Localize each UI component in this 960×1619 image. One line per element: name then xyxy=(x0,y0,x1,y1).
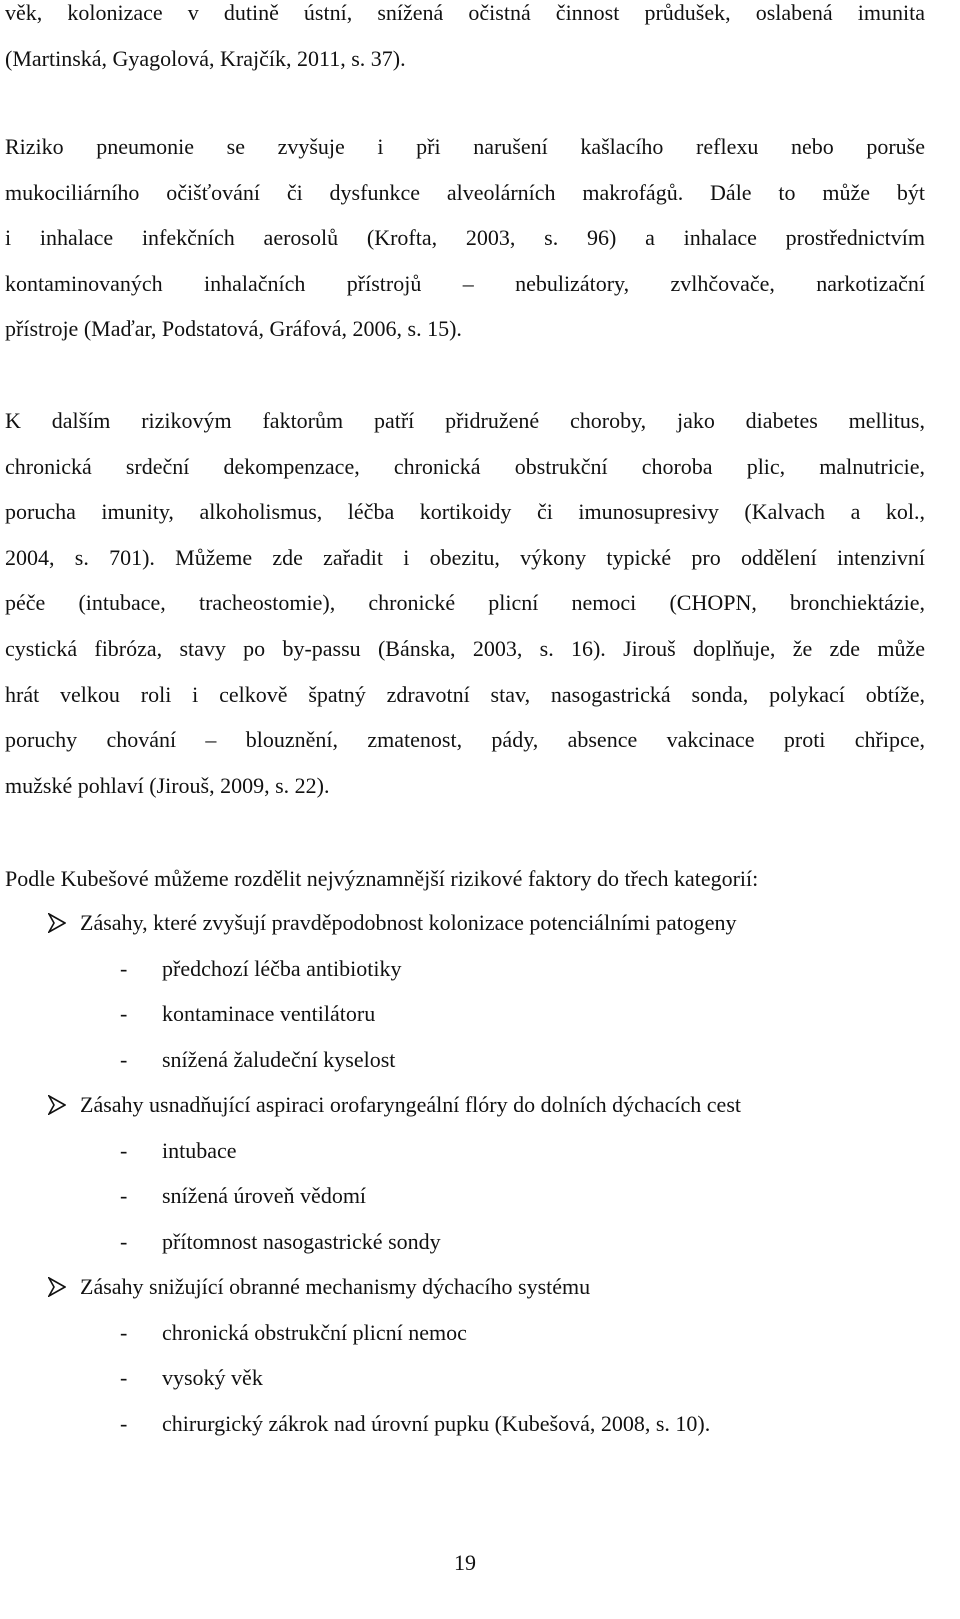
text-line: poruchy chování – blouznění, zmatenost, pády, absence vakcinace proti chřipce, xyxy=(5,727,925,753)
dash-marker: - xyxy=(120,1138,128,1163)
text-line: porucha imunity, alkoholismus, léčba kortikoidy či imunosupresivy (Kalvach a kol., xyxy=(5,499,925,525)
page-number: 19 xyxy=(454,1550,476,1575)
text-line: 2004, s. 701). Můžeme zde zařadit i obezitu, výkony typické pro oddělení intenzivní xyxy=(5,544,925,570)
list-item: - předchozí léčba antibiotiky xyxy=(120,946,401,992)
dash-marker: - xyxy=(120,1365,128,1390)
text-line: mukociliárního očišťování či dysfunkce alveolárních makrofágů. Dále to může být xyxy=(5,179,925,205)
category-title: Zásahy, které zvyšují pravděpodobnost kolonizace potenciálními patogeny xyxy=(80,910,737,935)
text-line: mužské pohlaví (Jirouš, 2009, s. 22). xyxy=(5,772,330,798)
paragraph-2 xyxy=(5,124,925,352)
text-line: i inhalace infekčních aerosolů (Krofta, 2003, s. 96) a inhalace prostřednictvím xyxy=(5,225,925,251)
paragraph-3 xyxy=(5,398,925,808)
arrowhead-bullet-icon xyxy=(48,1095,66,1115)
category-title: Zásahy usnadňující aspiraci orofaryngeální flóry do dolních dýchacích cest xyxy=(80,1092,741,1117)
list-item: - chirurgický zákrok nad úrovní pupku (Kubešová, 2008, s. 10). xyxy=(120,1401,710,1447)
list-item: - snížená žaludeční kyselost xyxy=(120,1037,395,1083)
text-line: hrát velkou roli i celkově špatný zdravotní stav, nasogastrická sonda, polykací obtíže, xyxy=(5,681,925,707)
dash-marker: - xyxy=(120,1320,128,1345)
dash-marker: - xyxy=(120,1183,128,1208)
text-line: přístroje (Maďar, Podstatová, Gráfová, 2006, s. 15). xyxy=(5,316,462,342)
text-line: chronická srdeční dekompenzace, chronická obstrukční choroba plic, malnutricie, xyxy=(5,453,925,479)
arrowhead-bullet-icon xyxy=(48,1277,66,1297)
category-title: Zásahy snižující obranné mechanismy dýchacího systému xyxy=(80,1274,591,1299)
text-line: (Martinská, Gyagolová, Krajčík, 2011, s. 37). xyxy=(5,45,406,71)
category-2 xyxy=(48,1082,741,1128)
text-line: Riziko pneumonie se zvyšuje i při narušení kašlacího reflexu nebo poruše xyxy=(5,134,925,159)
paragraph-1 xyxy=(5,0,925,81)
list-item: - kontaminace ventilátoru xyxy=(120,991,375,1037)
list-item: - vysoký věk xyxy=(120,1355,263,1401)
list-item: - snížená úroveň vědomí xyxy=(120,1173,366,1219)
list-item: - intubace xyxy=(120,1128,237,1174)
text-line: péče (intubace, tracheostomie), chronické plicní nemoci (CHOPN, bronchiektázie, xyxy=(5,590,925,616)
text-line: K dalším rizikovým faktorům patří přidružené choroby, jako diabetes mellitus, xyxy=(5,408,925,433)
arrowhead-bullet-icon xyxy=(48,913,66,933)
list-item: - chronická obstrukční plicní nemoc xyxy=(120,1310,467,1356)
dash-marker: - xyxy=(120,1001,128,1026)
dash-marker: - xyxy=(120,1047,128,1072)
text-line: kontaminovaných inhalačních přístrojů – nebulizátory, zvlhčovače, narkotizační xyxy=(5,270,925,296)
list-intro: Podle Kubešové můžeme rozdělit nejvýznamnější rizikové faktory do třech kategorií: xyxy=(5,866,759,891)
text-line: věk, kolonizace v dutině ústní, snížená očistná činnost průdušek, oslabená imunita xyxy=(5,0,925,25)
text-line: cystická fibróza, stavy po by-passu (Bánska, 2003, s. 16). Jirouš doplňuje, že zde může xyxy=(5,635,925,661)
dash-marker: - xyxy=(120,956,128,981)
category-3 xyxy=(48,1264,590,1310)
list-item: - přítomnost nasogastrické sondy xyxy=(120,1219,441,1265)
dash-marker: - xyxy=(120,1411,128,1436)
category-1 xyxy=(48,900,737,946)
dash-marker: - xyxy=(120,1229,128,1254)
